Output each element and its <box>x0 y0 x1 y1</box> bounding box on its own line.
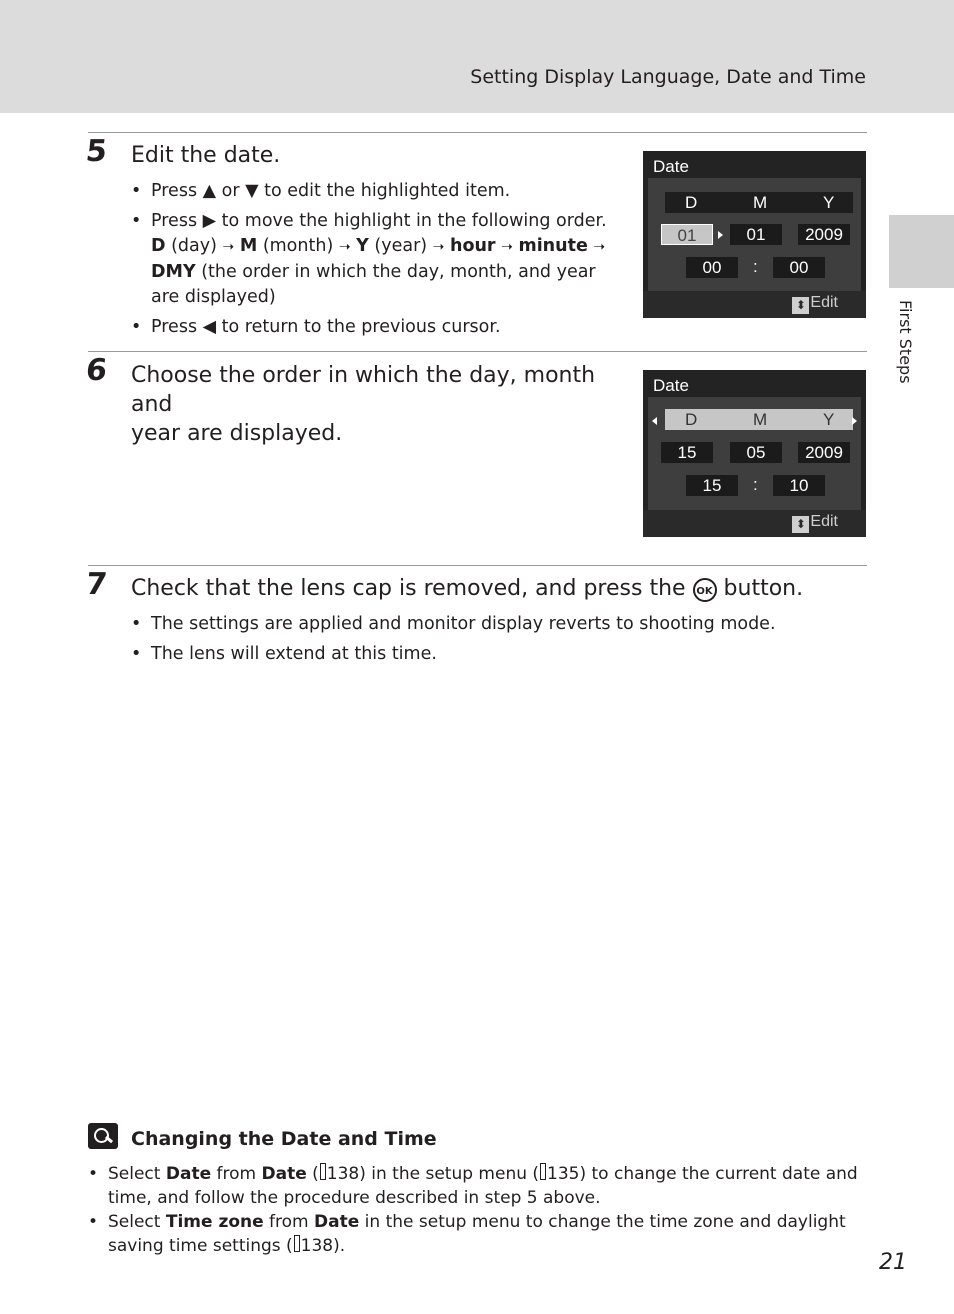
screen-panel <box>648 397 861 510</box>
page-header-title: Setting Display Language, Date and Time <box>470 66 866 88</box>
month-field: 01 <box>730 224 782 245</box>
magnifier-icon <box>88 1123 118 1149</box>
up-down-icon: ⬍ <box>792 297 809 314</box>
year-field: 2009 <box>798 442 850 463</box>
time-colon: : <box>753 257 758 276</box>
month-field: 05 <box>730 442 782 463</box>
order-d: D <box>685 193 698 212</box>
right-arrow-icon: ▶ <box>202 211 217 231</box>
order-y: Y <box>823 193 835 212</box>
camera-date-screen <box>643 370 866 537</box>
arrow-icon: ➝ <box>222 239 235 255</box>
date-order-bar <box>665 192 853 213</box>
minute-field: 10 <box>773 475 825 496</box>
edit-hint: ⬍ Edit <box>792 513 838 533</box>
left-arrow-icon: ◀ <box>202 317 217 337</box>
ok-button-icon: OK <box>693 578 717 602</box>
camera-date-screen <box>643 151 866 318</box>
divider-rule <box>88 351 867 352</box>
arrow-icon: ➝ <box>432 239 445 255</box>
date-order-bar <box>665 409 853 430</box>
order-y: Y <box>823 410 835 429</box>
step7-bullet-list <box>131 612 831 672</box>
step-heading: Edit the date. <box>131 143 281 168</box>
step-number: 7 <box>84 567 108 602</box>
order-m: M <box>753 410 768 429</box>
book-icon <box>540 1163 546 1180</box>
arrow-icon: ➝ <box>501 239 513 255</box>
bullet-item: • The lens will extend at this time. <box>131 642 831 667</box>
edit-hint: ⬍ Edit <box>792 294 838 314</box>
note-item: • Select Time zone from Date in the setup menu to change the time zone and daylight saving time settings ( 138). <box>88 1210 868 1258</box>
divider-rule <box>88 565 867 566</box>
arrow-icon: ➝ <box>338 239 351 255</box>
cursor-right-icon <box>718 231 723 239</box>
bullet-item: • Press ▶ to move the highlight in the following order. D (day) ➝ M (month) ➝ Y (year) ➝ hour ➝ minute ➝ DMY (the order in which the day, month, and year are displayed) <box>131 209 611 310</box>
screen-title: Date <box>653 376 689 395</box>
cursor-left-icon <box>652 417 657 425</box>
minute-field: 00 <box>773 257 825 278</box>
cursor-right-icon <box>852 417 857 425</box>
step-heading: Choose the order in which the day, month and year are displayed. <box>131 363 596 446</box>
order-d: D <box>685 410 698 429</box>
time-colon: : <box>753 475 758 494</box>
down-arrow-icon: ▼ <box>245 181 259 201</box>
header-band <box>0 0 954 113</box>
screen-panel <box>648 178 861 291</box>
page-number: 21 <box>879 1250 907 1275</box>
hour-field: 15 <box>686 475 738 496</box>
arrow-icon: ➝ <box>593 239 606 255</box>
note-list <box>88 1162 868 1258</box>
step-heading: Check that the lens cap is removed, and press the OK button. <box>131 576 804 601</box>
up-arrow-icon: ▲ <box>202 181 217 201</box>
step-number: 6 <box>84 353 108 388</box>
book-icon <box>320 1163 326 1180</box>
bullet-item: • Press ◀ to return to the previous cursor. <box>131 315 611 340</box>
order-m: M <box>753 193 768 212</box>
year-field: 2009 <box>798 224 850 245</box>
bullet-item: • Press ▲ or ▼ to edit the highlighted item. <box>131 179 611 204</box>
note-item: • Select Date from Date ( 138) in the setup menu ( 135) to change the current date and time, and follow the procedure described in step 5 above. <box>88 1162 868 1210</box>
side-tab-label: First Steps <box>896 300 915 384</box>
up-down-icon: ⬍ <box>792 516 809 533</box>
bullet-item: • The settings are applied and monitor display reverts to shooting mode. <box>131 612 831 637</box>
book-icon <box>294 1235 300 1252</box>
side-tab <box>889 215 954 288</box>
hour-field: 00 <box>686 257 738 278</box>
day-field: 15 <box>661 442 713 463</box>
note-title: Changing the Date and Time <box>131 1128 437 1150</box>
step-number: 5 <box>84 134 108 169</box>
screen-title: Date <box>653 157 689 176</box>
day-field: 01 <box>661 224 713 245</box>
divider-rule <box>88 132 867 133</box>
step5-bullet-list <box>131 179 611 345</box>
